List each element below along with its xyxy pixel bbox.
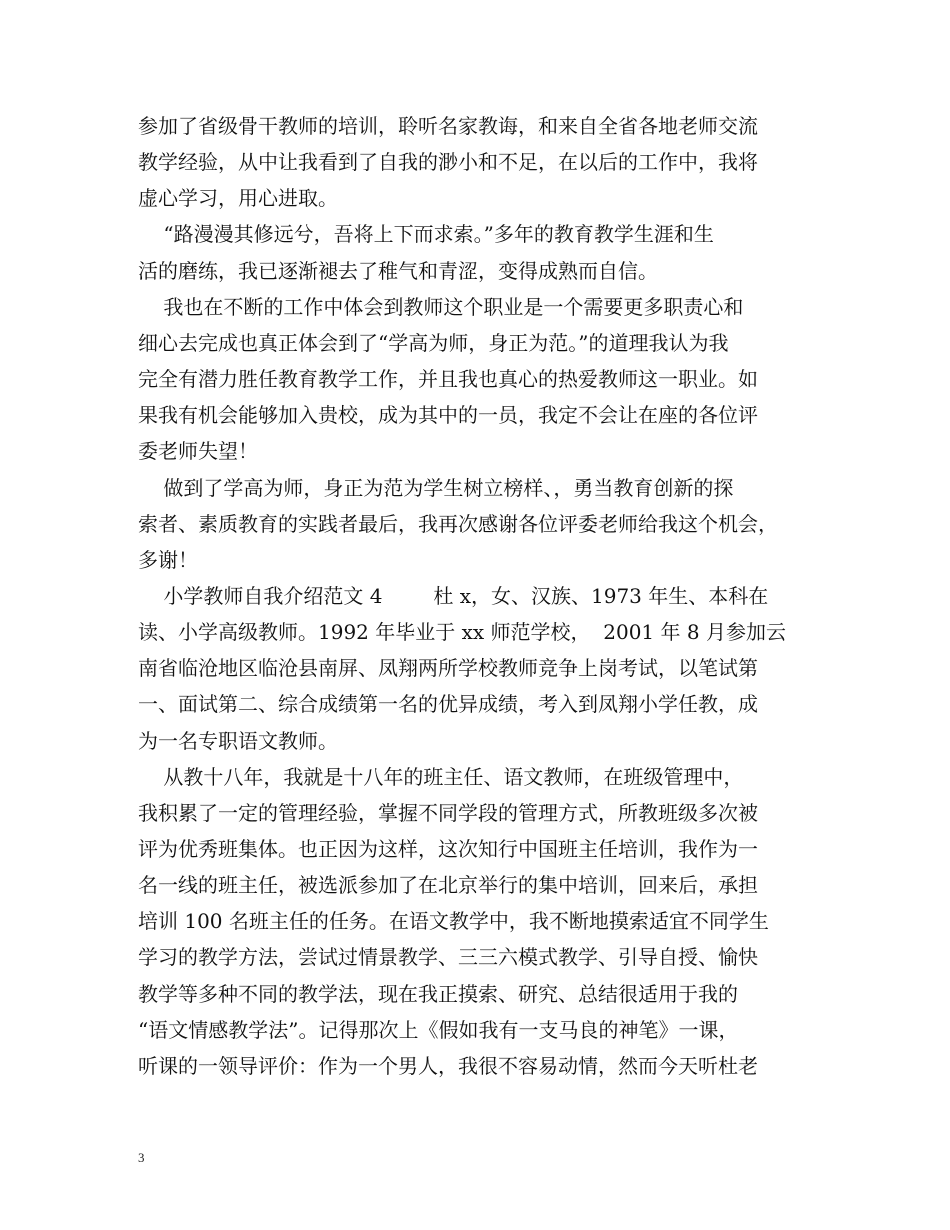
text-line: 活的磨练，我已逐渐褪去了稚气和青涩，变得成熟而自信。 xyxy=(138,258,658,283)
text-line: 一、面试第二、综合成绩第一名的优异成绩，考入到凤翔小学任教，成 xyxy=(138,692,758,717)
text-line: 我积累了一定的管理经验，掌握不同学段的管理方式，所教班级多次被 xyxy=(138,800,758,825)
text-line: 我也在不断的工作中体会到教师这个职业是一个需要更多职责心和 xyxy=(138,294,744,319)
text-line: 多谢！ xyxy=(138,547,198,572)
page-number: 3 xyxy=(138,1150,145,1165)
text-line: “语文情感教学法”。记得那次上《假如我有一支马良的神笔》一课， xyxy=(138,1017,739,1042)
text-line: 委老师失望！ xyxy=(138,439,258,464)
text-line: 培训 100 名班主任的任务。在语文教学中，我不断地摸索适宜不同学生 xyxy=(138,909,769,934)
text-line: 小学教师自我介绍范文 4 杜 x，女、汉族、1973 年生、本科在 xyxy=(138,583,769,608)
text-line: 参加了省级骨干教师的培训，聆听名家教诲，和来自全省各地老师交流 xyxy=(138,114,758,138)
text-line: 完全有潜力胜任教育教学工作，并且我也真心的热爱教师这一职业。如 xyxy=(138,367,758,392)
text-line: 索者、素质教育的实践者最后，我再次感谢各位评委老师给我这个机会， xyxy=(138,511,778,536)
text-line: 教学等多种不同的教学法，现在我正摸索、研究、总结很适用于我的 xyxy=(138,981,738,1006)
text-line: 学习的教学方法，尝试过情景教学、三三六模式教学、引导自授、愉快 xyxy=(138,945,758,970)
text-line: 评为优秀班集体。也正因为这样，这次知行中国班主任培训，我作为一 xyxy=(138,837,758,861)
text-line: 做到了学高为师，身正为范为学生树立榜样、，勇当教育创新的探 xyxy=(138,475,734,500)
text-line: 为一名专职语文教师。 xyxy=(138,728,338,753)
text-line: 果我有机会能够加入贵校，成为其中的一员，我定不会让在座的各位评 xyxy=(138,403,758,428)
text-line: 细心去完成也真正体会到了“学高为师，身正为范。”的道理我认为我 xyxy=(138,330,729,355)
text-line: 教学经验，从中让我看到了自我的渺小和不足，在以后的工作中，我将 xyxy=(138,150,758,175)
text-line: “路漫漫其修远兮，吾将上下而求索。”多年的教育教学生涯和生 xyxy=(138,222,714,247)
text-line: 从教十八年，我就是十八年的班主任、语文教师，在班级管理中， xyxy=(138,764,744,789)
text-line: 南省临沧地区临沧县南屏、凤翔两所学校教师竞争上岗考试，以笔试第 xyxy=(138,656,758,681)
text-line: 读、小学高级教师。1992 年毕业于 xx 师范学校， 2001 年 8 月参加云 xyxy=(138,620,786,645)
text-line: 虚心学习，用心进取。 xyxy=(138,186,338,211)
text-line: 听课的一领导评价：作为一个男人，我很不容易动情，然而今天听杜老 xyxy=(138,1053,758,1078)
text-line: 名一线的班主任，被选派参加了在北京举行的集中培训，回来后，承担 xyxy=(138,873,758,898)
